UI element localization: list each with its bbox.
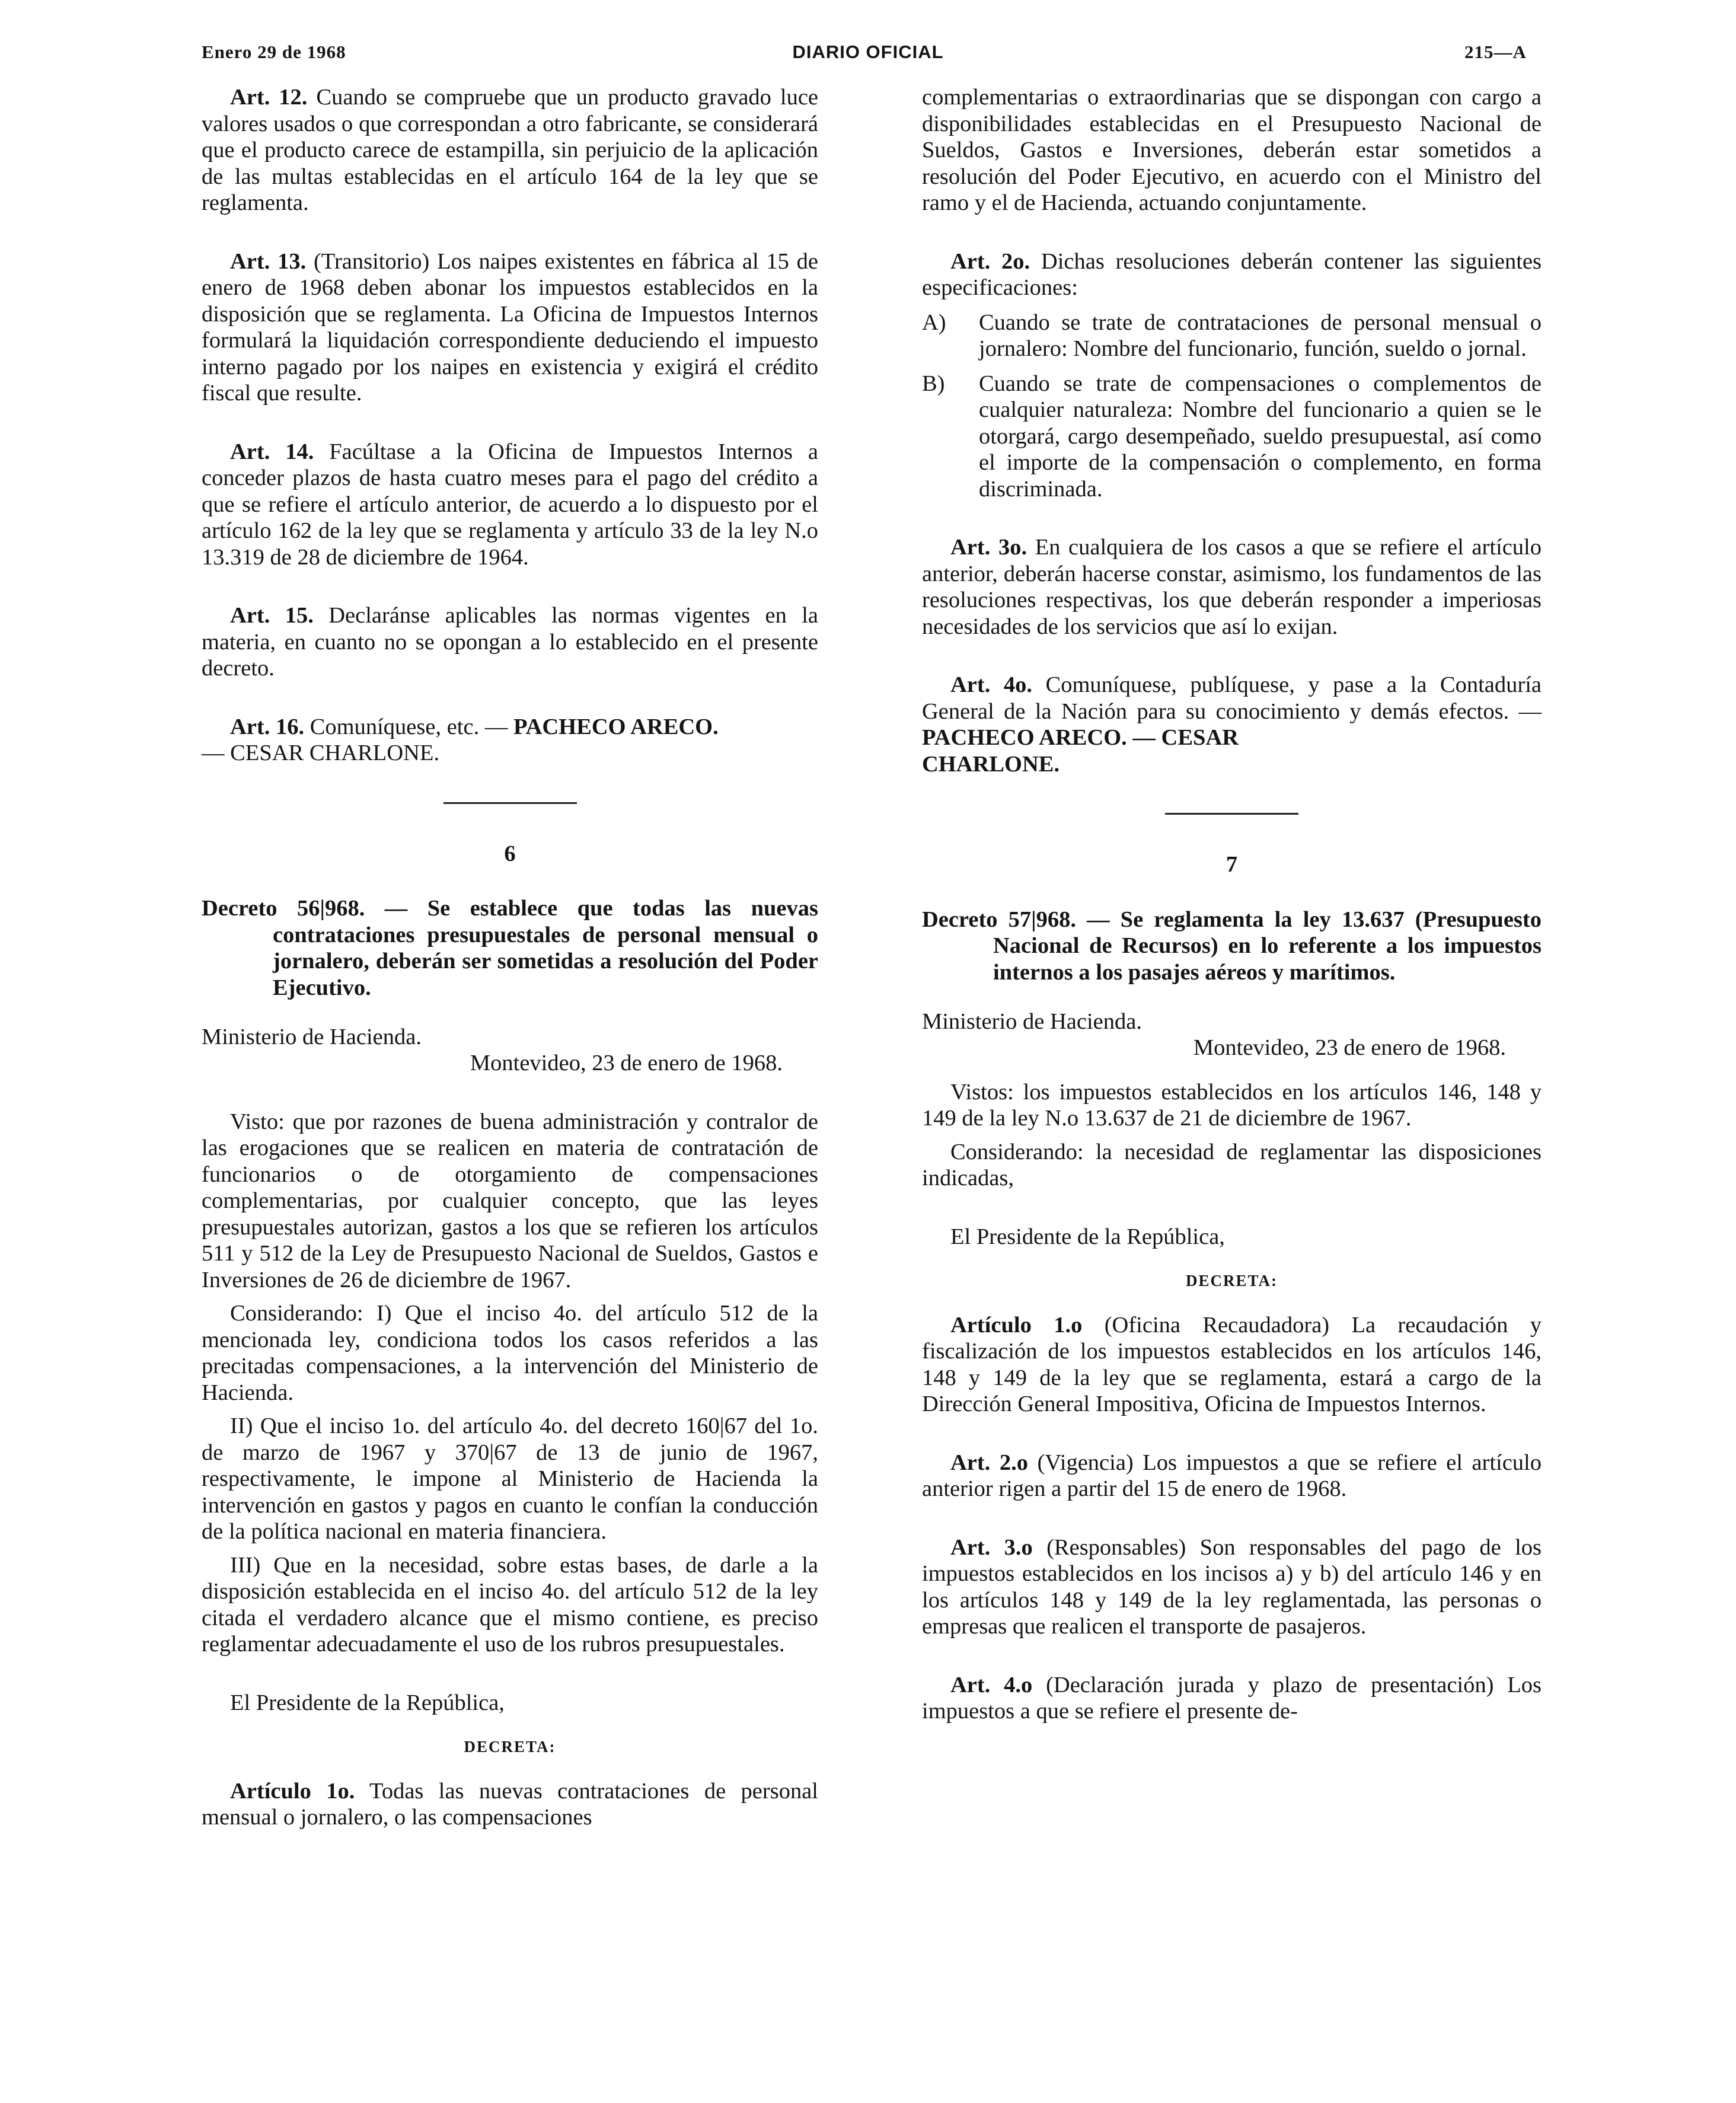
- continued-text: complementarias o extraordinarias que se dispongan con cargo a disponibilidades establecidas en el Presupuesto Nacional de Sueldos, Gastos e Inversiones, deberán estar sometidos a resolución del Poder Ejecutivo, en acuerdo con el Ministro del ramo y el de Hacienda, actuando conjuntamente.: [922, 85, 1542, 215]
- article-14: [202, 439, 818, 571]
- article-text: Cuando se compruebe que un producto gravado luce valores usados o que correspondan a otro fabricante, se considerará que el producto carece de estampilla, sin perjuicio de la aplicación de las multas establecidas en el artículo 164 de la ley que se reglamenta.: [202, 85, 819, 215]
- ministry-line: Ministerio de Hacienda.: [202, 1024, 422, 1049]
- article-text: Comuníquese, publíquese, y pase a la Contaduría General de la Nación para su conocimiento y demás efectos. —: [922, 672, 1542, 724]
- signature: — CESAR CHARLONE.: [202, 741, 440, 765]
- article-label: Art. 16.: [230, 714, 305, 739]
- considerando-2: II) Que el inciso 1o. del artículo 4o. del decreto 160|67 del 1o. de marzo de 1967 y 370|67 de 13 de junio de 1967, respectivamente, le impone al Ministerio de Hacienda la intervención en gastos y pagos en cuanto le confían la conducción de la política nacional en materia financiera.: [202, 1413, 818, 1544]
- article-label: Art. 12.: [230, 85, 308, 110]
- ministry-line: Ministerio de Hacienda.: [922, 1009, 1142, 1034]
- list-item-a: [922, 309, 1542, 362]
- header-date: Enero 29 de 1968: [202, 42, 346, 62]
- article-2: [922, 248, 1542, 301]
- article-text: Declaránse aplicables las normas vigentes en la materia, en cuanto no se opongan a lo establecido en el presente decreto.: [202, 603, 819, 681]
- presidente-line: El Presidente de la República,: [950, 1224, 1225, 1249]
- decreta-heading: DECRETA:: [464, 1738, 556, 1756]
- decreto-title: Decreto 57|968. — Se reglamenta la ley 13.637 (Presupuesto Nacional de Recursos) en lo referente a los impuestos internos a los pasajes aéreos y marítimos.: [922, 907, 1542, 985]
- article-text: En cualquiera de los casos a que se refiere el artículo anterior, deberán hacerse constar, asimismo, los fundamentos de las resoluciones respectivas, los que deberán responder a imperiosas necesidades de los servicios que así lo exijan.: [922, 535, 1542, 639]
- article-2o: [922, 1450, 1542, 1502]
- vistos-paragraph: Vistos: los impuestos establecidos en los artículos 146, 148 y 149 de la ley N.o 13.637 de 21 de diciembre de 1967.: [922, 1079, 1542, 1131]
- article-label: Art. 14.: [230, 439, 314, 464]
- article-15: [202, 602, 818, 682]
- place-date: Montevideo, 23 de enero de 1968.: [470, 1051, 783, 1076]
- article-label: Art. 2.o: [950, 1450, 1028, 1475]
- article-3: [922, 534, 1542, 640]
- article-label: Artículo 1o.: [230, 1778, 355, 1804]
- considerando-paragraph: Considerando: la necesidad de reglamentar las disposiciones indicadas,: [922, 1139, 1542, 1191]
- presidente-line: El Presidente de la República,: [230, 1690, 505, 1715]
- section-number: 7: [1226, 852, 1238, 877]
- article-text: Todas las nuevas contrataciones de personal mensual o jornalero, o las compensaciones: [202, 1778, 818, 1830]
- decreto-title: Decreto 56|968. — Se establece que todas las nuevas contrataciones presupuestales de personal mensual o jornalero, deberán ser sometidas a resolución del Poder Ejecutivo.: [202, 896, 818, 1000]
- item-text: Cuando se trate de contrataciones de personal mensual o jornalero: Nombre del funcionario, función, sueldo o jornal.: [979, 309, 1542, 361]
- article-text: Dichas resoluciones deberán contener las siguientes especificaciones:: [922, 248, 1542, 300]
- item-letter: A): [922, 309, 946, 335]
- article-label: Artículo 1.o: [950, 1312, 1083, 1338]
- signature: PACHECO ARECO. — CESAR: [922, 725, 1239, 750]
- article-16: [202, 714, 818, 767]
- section-divider: [443, 802, 577, 804]
- article-label: Art. 13.: [230, 248, 307, 274]
- section-divider: [1165, 813, 1298, 815]
- section-number: 6: [504, 841, 516, 866]
- item-text: Cuando se trate de compensaciones o complementos de cualquier naturaleza: Nombre del funcionario a quien se le otorgará, cargo desempeñado, sueldo presupuestal, así como el importe de la compensación o complemento, en forma discriminada.: [979, 371, 1542, 502]
- article-label: Art. 4.o: [950, 1672, 1033, 1697]
- article-12: [202, 84, 818, 216]
- article-text: Facúltase a la Oficina de Impuestos Internos a conceder plazos de hasta cuatro meses para el pago del crédito a que se refiere el artículo anterior, de acuerdo a lo dispuesto por el artículo 162 de la ley que se reglamenta y artículo 33 de la ley N.o 13.319 de 28 de diciembre de 1964.: [202, 439, 819, 570]
- article-1o: [922, 1312, 1542, 1418]
- header-page-number: 215—A: [1464, 42, 1527, 62]
- signature: PACHECO ARECO.: [513, 714, 719, 739]
- article-label: Art. 4o.: [950, 672, 1032, 697]
- left-column: [202, 84, 818, 1831]
- article-text: (Transitorio) Los naipes existentes en fábrica al 15 de enero de 1968 deben abonar los impuestos establecidos en la disposición que se reglamenta. La Oficina de Impuestos Internos formulará la liquidación correspondiente deduciendo el impuesto interno pagado por los naipes en existencia y exigirá el crédito fiscal que resulte.: [202, 248, 819, 406]
- signature: CHARLONE.: [922, 751, 1060, 777]
- article-text: (Oficina Recaudadora) La recaudación y fiscalización de los impuestos establecidos en los artículos 146, 148 y 149 de la ley que se reglamenta, estará a cargo de la Dirección General Impositiva, Oficina de Impuestos Internos.: [922, 1312, 1542, 1416]
- article-3o: [922, 1534, 1542, 1640]
- page-header: [0, 42, 1736, 77]
- article-13: [202, 248, 818, 407]
- article-label: Art. 3.o: [950, 1534, 1033, 1560]
- visto-paragraph: Visto: que por razones de buena administración y contralor de las erogaciones que se realicen en materia de contratación de funcionarios o de otorgamiento de compensaciones complementarias, por cualquier concepto, que las leyes presupuestales autorizan, gastos a los que se refieren los artículos 511 y 512 de la Ley de Presupuesto Nacional de Sueldos, Gastos e Inversiones de 26 de diciembre de 1967.: [202, 1109, 818, 1293]
- article-1: [202, 1778, 818, 1831]
- list-item-b: [922, 371, 1542, 503]
- considerando-3: III) Que en la necesidad, sobre estas bases, de darle a la disposición establecida en el inciso 4o. del artículo 512 de la ley citada el verdadero alcance que el mismo contiene, es preciso reglamentar adecuadamente el uso de los rubros presupuestales.: [202, 1552, 818, 1657]
- right-column: [922, 84, 1542, 1725]
- article-text: (Vigencia) Los impuestos a que se refiere el artículo anterior rigen a partir del 15 de enero de 1968.: [922, 1450, 1542, 1501]
- article-label: Art. 2o.: [950, 248, 1030, 274]
- article-label: Art. 3o.: [950, 535, 1027, 560]
- header-title: DIARIO OFICIAL: [792, 42, 944, 62]
- decreta-heading: DECRETA:: [1185, 1272, 1278, 1290]
- item-letter: B): [922, 371, 945, 396]
- article-text: Comuníquese, etc. —: [309, 714, 508, 739]
- article-label: Art. 15.: [230, 603, 314, 628]
- article-text: (Responsables) Son responsables del pago de los impuestos establecidos en los incisos a) y b) del artículo 146 y en los artículos 148 y 149 de la ley reglamentada, las personas o empresas que realicen el transporte de pasajeros.: [922, 1534, 1542, 1639]
- article-text: (Declaración jurada y plazo de presentación) Los impuestos a que se refiere el presente de-: [922, 1672, 1542, 1724]
- article-4: [922, 672, 1542, 777]
- considerando-1: Considerando: I) Que el inciso 4o. del artículo 512 de la mencionada ley, condiciona todos los casos referidos a las precitadas compensaciones, a la intervención del Ministerio de Hacienda.: [202, 1301, 818, 1405]
- article-4o: [922, 1672, 1542, 1725]
- place-date: Montevideo, 23 de enero de 1968.: [1193, 1035, 1506, 1060]
